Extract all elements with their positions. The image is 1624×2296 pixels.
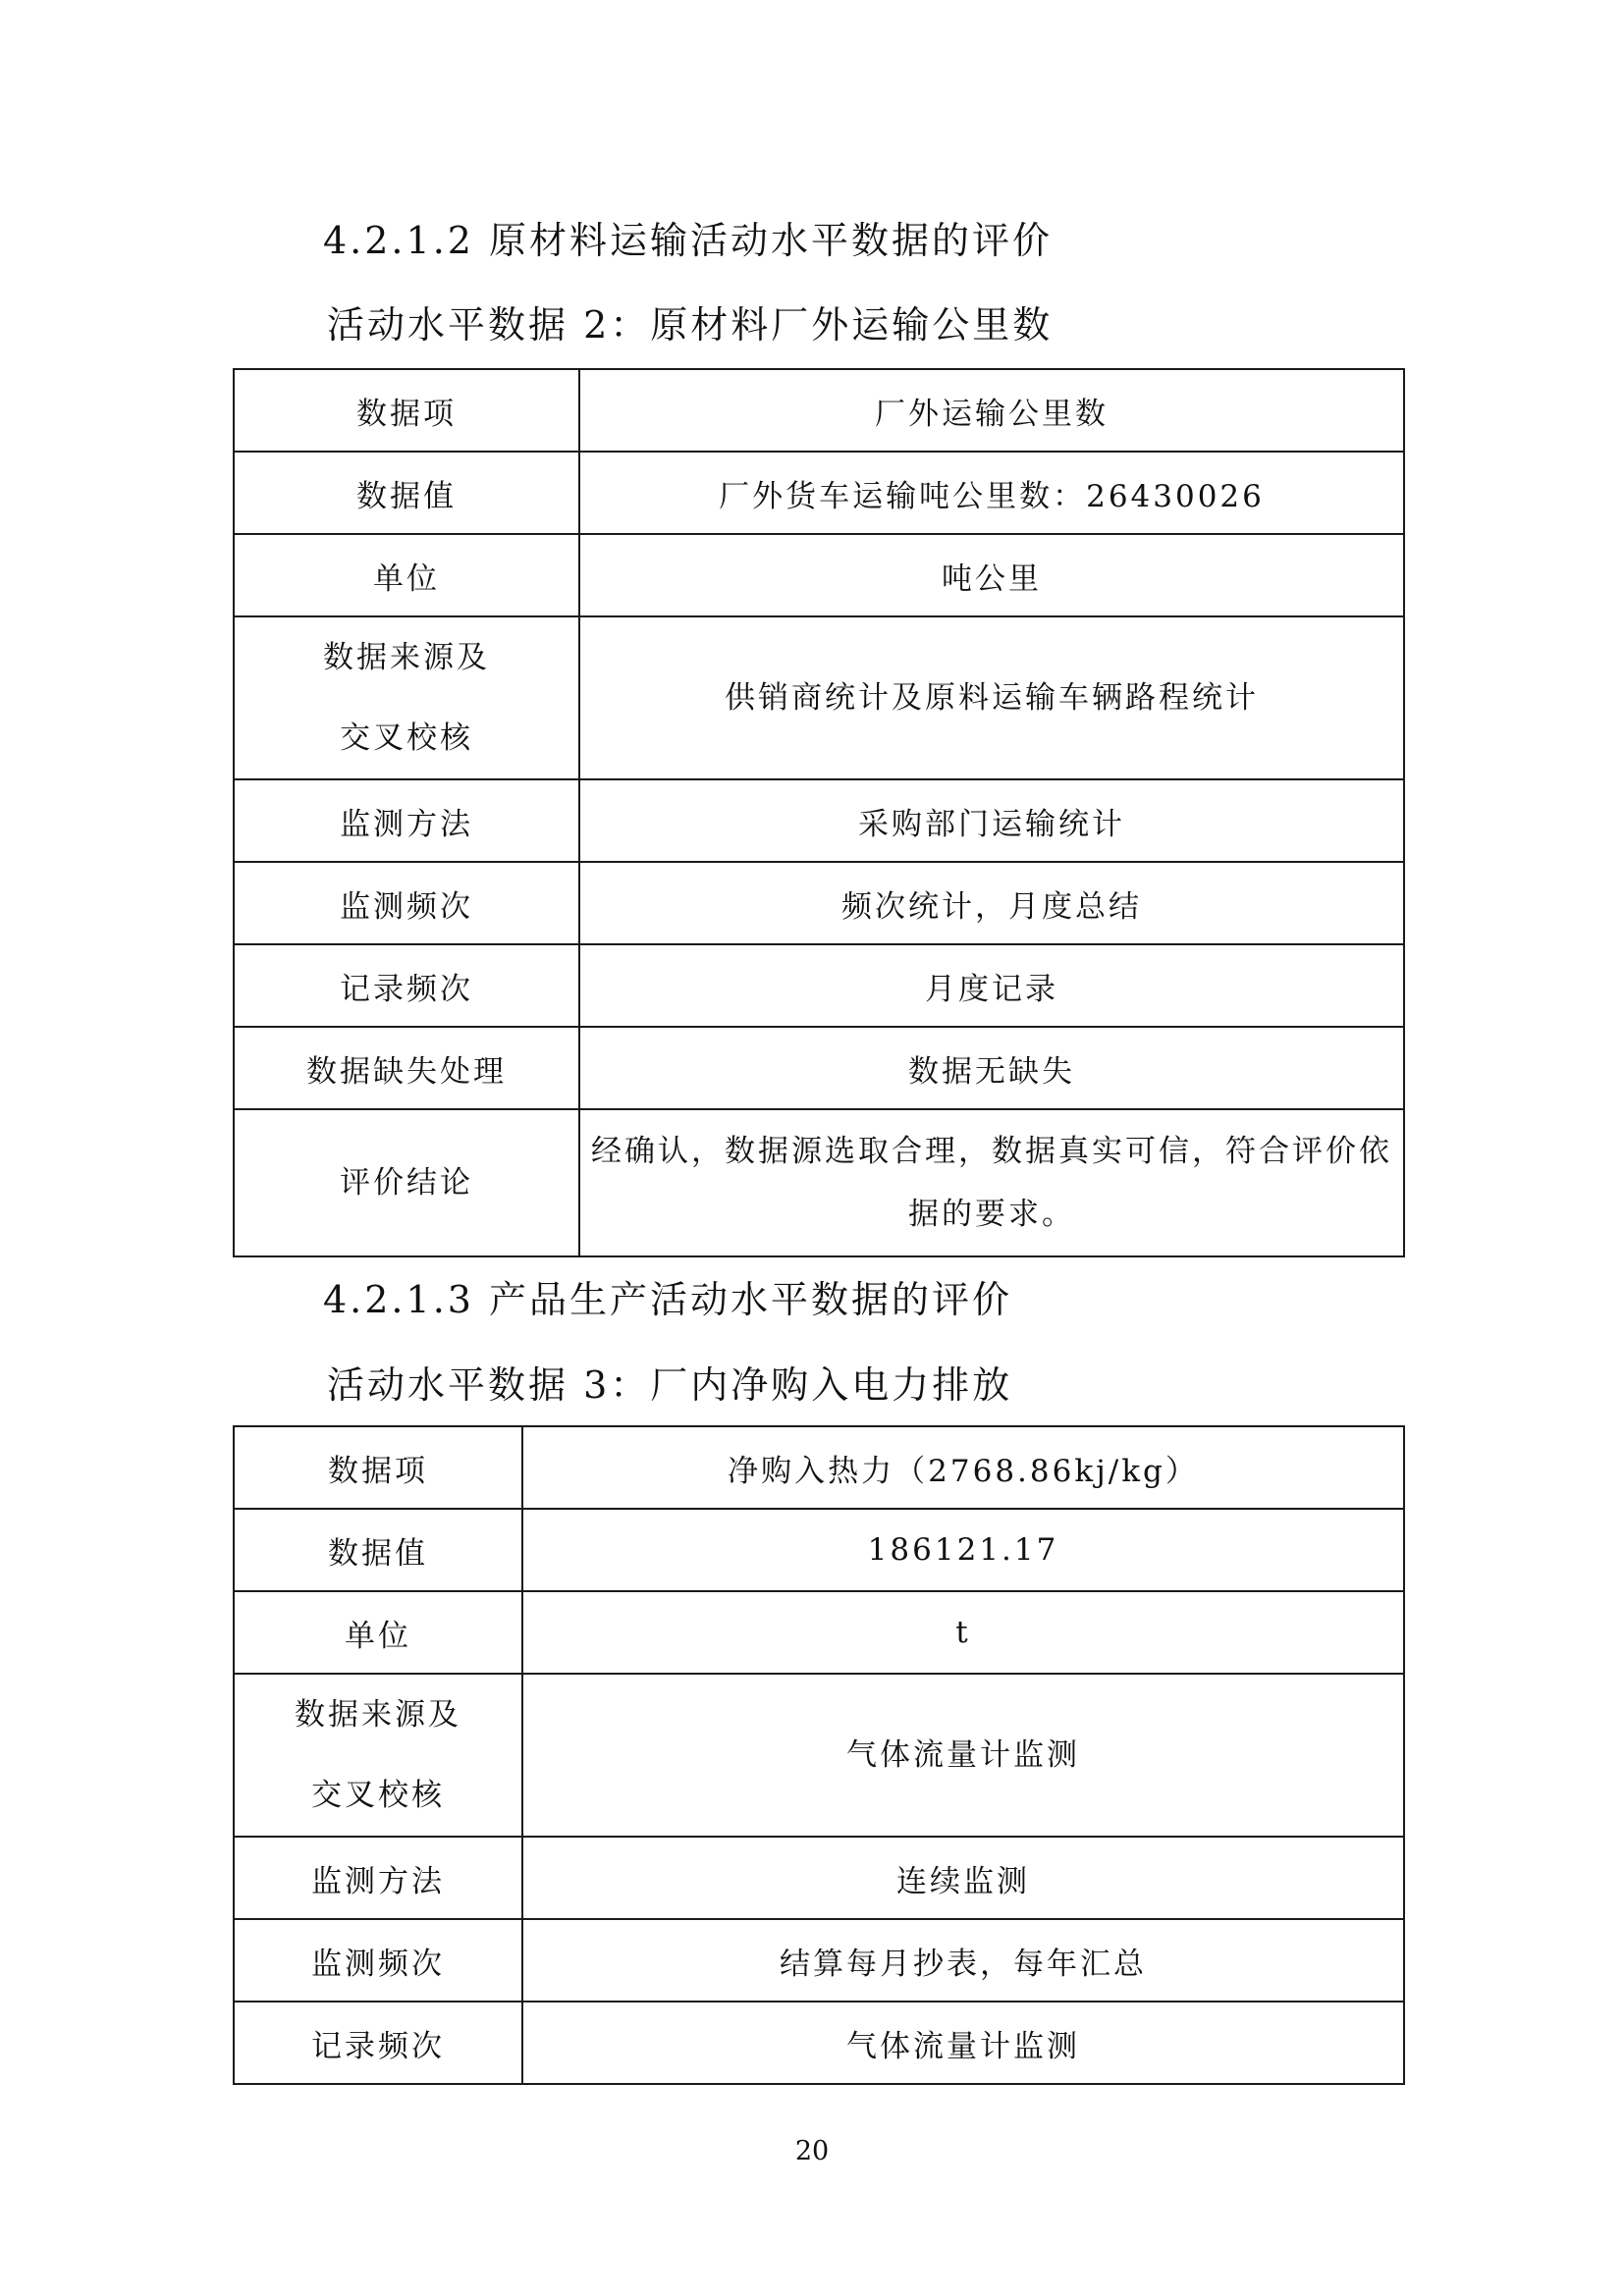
row-label: 记录频次 <box>234 944 579 1027</box>
table-row <box>234 1837 1404 1919</box>
table-row <box>234 1919 1404 2002</box>
row-value: 气体流量计监测 <box>522 1674 1404 1837</box>
row-label: 监测方法 <box>234 779 579 862</box>
table-row <box>234 1509 1404 1591</box>
row-label: 监测频次 <box>234 1919 522 2002</box>
row-label-line-2: 交叉校核 <box>311 1778 445 1813</box>
row-value: 186121.17 <box>522 1509 1404 1591</box>
activity-data-2-table <box>233 368 1405 1257</box>
row-label-line-2: 交叉校核 <box>340 721 473 756</box>
section-heading-4-2-1-3: 4.2.1.3 产品生产活动水平数据的评价 <box>323 1278 1013 1321</box>
table-row <box>234 1426 1404 1509</box>
table-row <box>234 1674 1404 1837</box>
row-value-line-1: 经确认，数据源选取合理，数据真实可信，符合评价依 <box>591 1134 1392 1169</box>
row-value: 月度记录 <box>579 944 1404 1027</box>
row-value: 结算每月抄表，每年汇总 <box>522 1919 1404 2002</box>
row-value: 吨公里 <box>579 534 1404 616</box>
row-label: 数据值 <box>234 1509 522 1591</box>
row-label: 监测方法 <box>234 1837 522 1919</box>
row-value: t <box>522 1591 1404 1674</box>
table-row <box>234 1109 1404 1256</box>
row-value: 采购部门运输统计 <box>579 779 1404 862</box>
row-value: 供销商统计及原料运输车辆路程统计 <box>579 616 1404 779</box>
row-label: 数据项 <box>234 1426 522 1509</box>
table-row <box>234 369 1404 452</box>
row-label: 数据缺失处理 <box>234 1027 579 1109</box>
table-row <box>234 2002 1404 2084</box>
row-value: 气体流量计监测 <box>522 2002 1404 2084</box>
row-value: 厂外运输公里数 <box>579 369 1404 452</box>
row-label-cell <box>234 616 579 779</box>
row-label: 数据值 <box>234 452 579 534</box>
row-value-cell <box>579 1109 1404 1256</box>
row-label: 记录频次 <box>234 2002 522 2084</box>
table-row <box>234 779 1404 862</box>
table-row <box>234 452 1404 534</box>
table-row <box>234 616 1404 779</box>
activity-data-3-table <box>233 1425 1405 2085</box>
row-label-line-1: 数据来源及 <box>323 640 490 675</box>
table-row <box>234 944 1404 1027</box>
table-row <box>234 1027 1404 1109</box>
row-value: 数据无缺失 <box>579 1027 1404 1109</box>
row-label-cell <box>234 1674 522 1837</box>
row-label: 监测频次 <box>234 862 579 944</box>
activity-data-3-title: 活动水平数据 3：厂内净购入电力排放 <box>327 1363 1013 1407</box>
row-value: 厂外货车运输吨公里数：26430026 <box>579 452 1404 534</box>
row-value: 频次统计，月度总结 <box>579 862 1404 944</box>
row-value-line-2: 据的要求。 <box>908 1197 1075 1232</box>
row-label: 单位 <box>234 1591 522 1674</box>
row-label: 评价结论 <box>234 1109 579 1256</box>
row-value: 净购入热力（2768.86kj/kg） <box>522 1426 1404 1509</box>
row-value: 连续监测 <box>522 1837 1404 1919</box>
table-row <box>234 1591 1404 1674</box>
row-label: 数据项 <box>234 369 579 452</box>
row-label: 单位 <box>234 534 579 616</box>
table-row <box>234 534 1404 616</box>
activity-data-2-title: 活动水平数据 2：原材料厂外运输公里数 <box>327 303 1054 347</box>
page-number: 20 <box>794 2136 830 2166</box>
row-label-line-1: 数据来源及 <box>295 1697 461 1733</box>
table-row <box>234 862 1404 944</box>
section-heading-4-2-1-2: 4.2.1.2 原材料运输活动水平数据的评价 <box>323 219 1054 262</box>
